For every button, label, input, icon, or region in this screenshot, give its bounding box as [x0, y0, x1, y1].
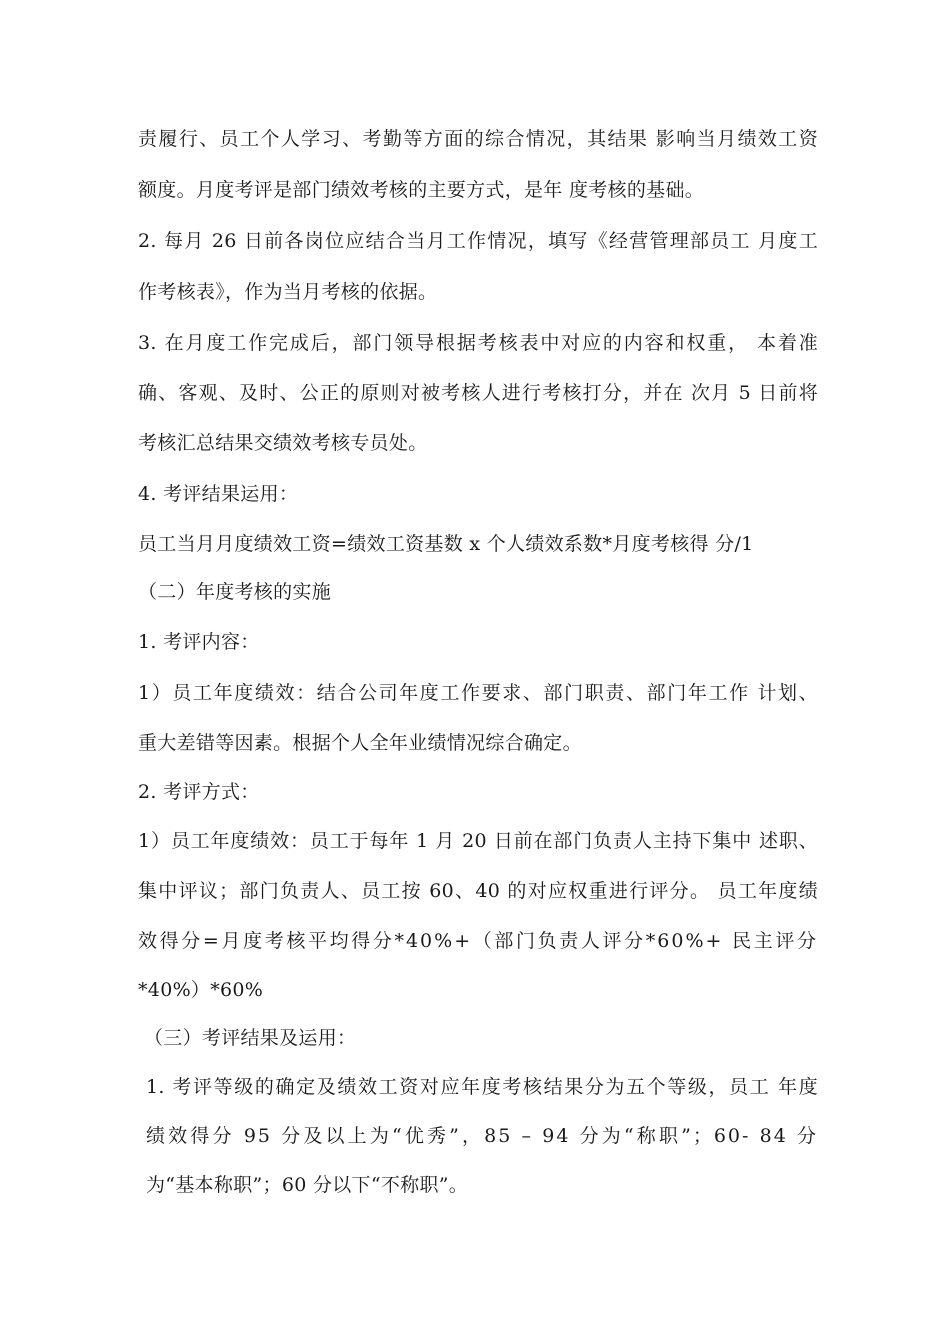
paragraph-line-1: 责履行、员工个人学习、考勤等方面的综合情况，其结果 影响当月绩效工资: [138, 128, 818, 150]
paragraph-line-15: 1）员工年度绩效：员工于每年 1 月 20 日前在部门负责人主持下集中 述职、: [138, 830, 818, 852]
paragraph-line-8: 4. 考评结果运用：: [138, 483, 299, 505]
paragraph-line-14: 2. 考评方式：: [138, 781, 260, 803]
paragraph-line-5: 3. 在月度工作完成后，部门领导根据考核表中对应的内容和权重， 本着准: [138, 332, 818, 354]
paragraph-line-16: 集中评议；部门负责人、员工按 60、40 的对应权重进行评分。 员工年度绩: [138, 880, 818, 902]
paragraph-line-7: 考核汇总结果交绩效考核专员处。: [138, 432, 428, 454]
section-heading-results: （三）考评结果及运用：: [144, 1027, 357, 1049]
paragraph-line-6: 确、客观、及时、公正的原则对被考核人进行考核打分，并在 次月 5 日前将: [138, 382, 818, 404]
paragraph-line-17: 效得分=月度考核平均得分*40%+（部门负责人评分*60%+ 民主评分: [138, 930, 818, 952]
paragraph-line-20: 1. 考评等级的确定及绩效工资对应年度考核结果分为五个等级，员工 年度: [146, 1076, 818, 1098]
paragraph-line-18: *40%）*60%: [138, 979, 264, 1001]
paragraph-line-3: 2. 每月 26 日前各岗位应结合当月工作情况，填写《经营管理部员工 月度工: [138, 230, 818, 252]
paragraph-line-22: 为“基本称职”；60 分以下“不称职”。: [146, 1174, 469, 1196]
paragraph-line-11: 1. 考评内容：: [138, 631, 260, 653]
section-heading-annual: （二）年度考核的实施: [138, 581, 332, 603]
paragraph-line-9: 员工当月月度绩效工资=绩效工资基数 x 个人绩效系数*月度考核得 分/1: [138, 533, 754, 555]
paragraph-line-21: 绩效得分 95 分及以上为“优秀”，85 – 94 分为“称职”；60- 84 分: [146, 1125, 818, 1147]
paragraph-line-4: 作考核表》，作为当月考核的依据。: [138, 281, 438, 303]
paragraph-line-13: 重大差错等因素。根据个人全年业绩情况综合确定。: [138, 732, 582, 754]
paragraph-line-12: 1）员工年度绩效：结合公司年度工作要求、部门职责、部门年工作 计划、: [138, 682, 818, 704]
paragraph-line-2: 额度。月度考评是部门绩效考核的主要方式，是年 度考核的基础。: [138, 179, 705, 201]
